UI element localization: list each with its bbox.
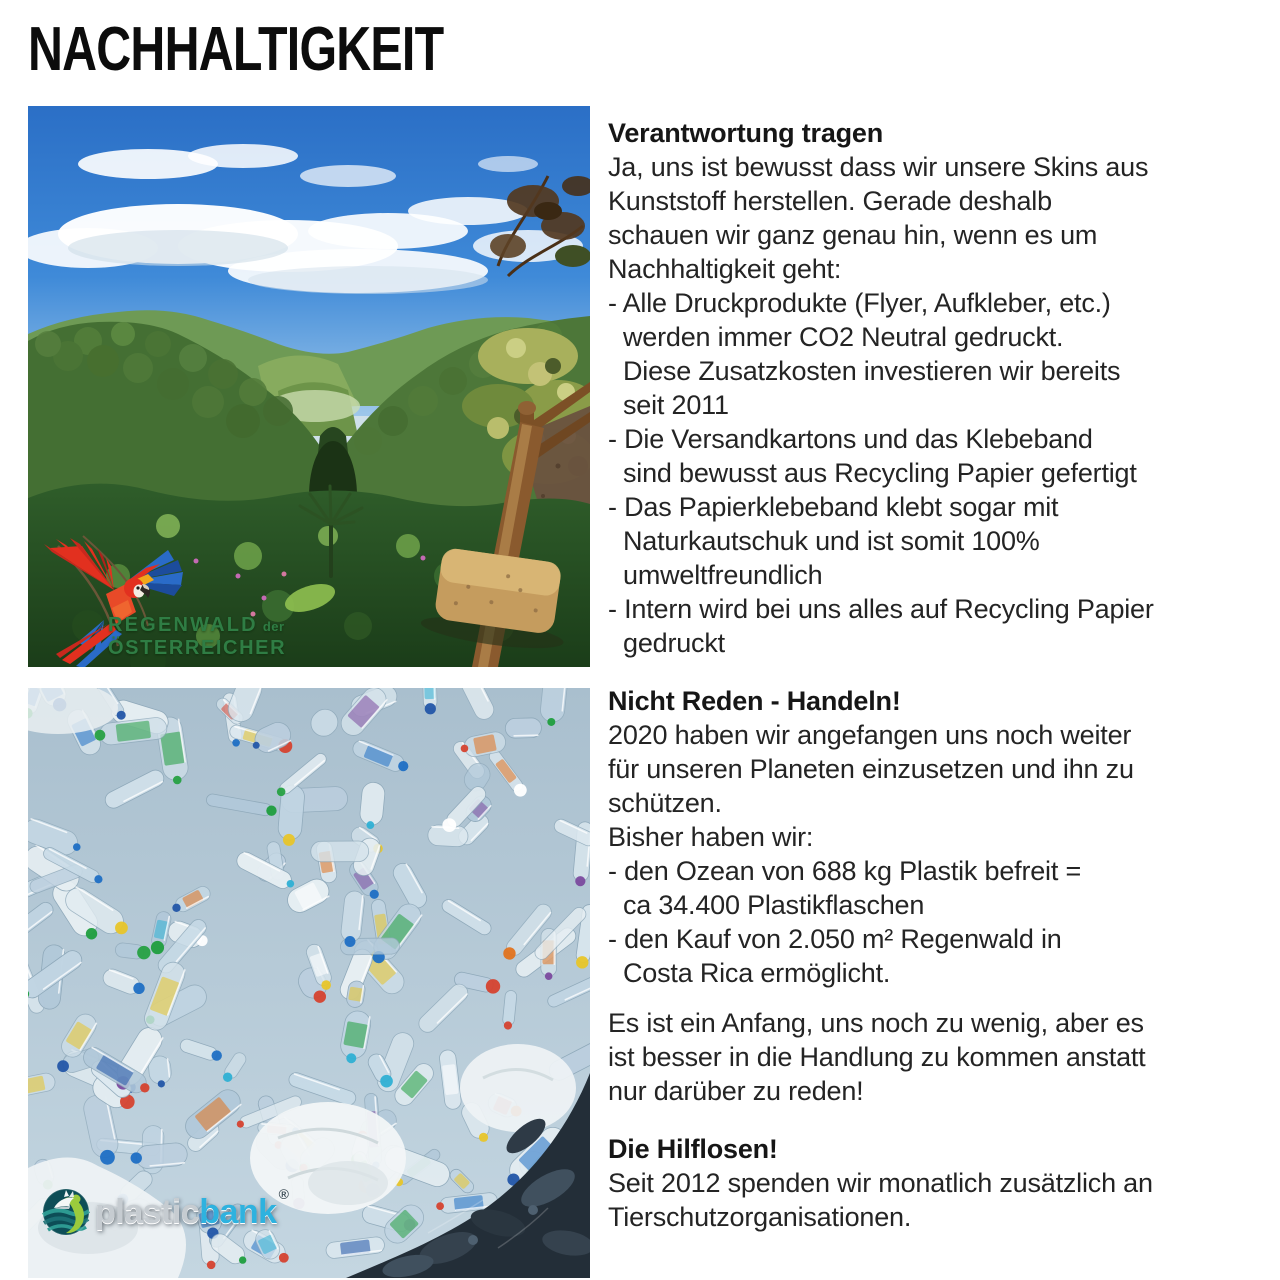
text-line: - Das Papierklebeband klebt sogar mit: [608, 492, 1059, 522]
text-line: für unseren Planeten einzusetzen und ihn zu: [608, 754, 1134, 784]
text-line: ca 34.400 Plastikflaschen: [623, 890, 925, 920]
regenwald-logo-line2: ÖSTERREICHER: [108, 637, 287, 659]
section-heading: Die Hilflosen!: [608, 1134, 778, 1164]
text-line: Seit 2012 spenden wir monatlich zusätzlich an: [608, 1168, 1153, 1198]
text-line: Es ist ein Anfang, uns noch zu wenig, aber es: [608, 1008, 1144, 1038]
registered-trademark-symbol: ®: [278, 1186, 289, 1202]
section-heading: Nicht Reden - Handeln!: [608, 686, 901, 716]
sustainability-article: [608, 116, 1276, 1234]
regenwald-logo-suffix: der: [262, 619, 285, 634]
rainforest-photo: [28, 106, 590, 667]
regenwald-logo: [108, 615, 286, 658]
text-line: Nachhaltigkeit geht:: [608, 254, 842, 284]
text-line: sind bewusst aus Recycling Papier gefertigt: [623, 458, 1137, 488]
text-line: Naturkautschuk und ist somit 100%: [623, 526, 1040, 556]
text-line: - Die Versandkartons und das Klebeband: [608, 424, 1093, 454]
plasticbank-word-plastic: plastic: [95, 1193, 200, 1231]
text-line: seit 2011: [623, 390, 729, 420]
plasticbank-logo-text: [95, 1186, 289, 1231]
text-line: werden immer CO2 Neutral gedruckt.: [623, 322, 1064, 352]
plasticbank-logo-icon: [42, 1188, 90, 1236]
page-title: NACHHALTIGKEIT: [28, 15, 444, 84]
regenwald-logo-line1: REGENWALD: [108, 614, 258, 636]
text-line: ist besser in die Handlung zu kommen anstatt: [608, 1042, 1146, 1072]
text-line: nur darüber zu reden!: [608, 1076, 864, 1106]
section-heading: Verantwortung tragen: [608, 118, 884, 148]
text-line: Kunststoff herstellen. Gerade deshalb: [608, 186, 1052, 216]
text-line: Bisher haben wir:: [608, 822, 814, 852]
plasticbank-logo: [42, 1186, 288, 1238]
text-line: 2020 haben wir angefangen uns noch weiter: [608, 720, 1132, 750]
plastic-bag-right: [460, 1044, 576, 1132]
text-line: schützen.: [608, 788, 722, 818]
text-line: Diese Zusatzkosten investieren wir bereits: [623, 356, 1121, 386]
text-line: Tierschutzorganisationen.: [608, 1202, 912, 1232]
plastic-waste-photo: [28, 688, 590, 1278]
text-line: Ja, uns ist bewusst dass wir unsere Skins aus: [608, 152, 1149, 182]
text-line: - den Kauf von 2.050 m² Regenwald in: [608, 924, 1062, 954]
text-line: umweltfreundlich: [623, 560, 823, 590]
text-line: Costa Rica ermöglicht.: [623, 958, 891, 988]
text-line: - Intern wird bei uns alles auf Recycling Papier: [608, 594, 1154, 624]
text-line: - den Ozean von 688 kg Plastik befreit =: [608, 856, 1082, 886]
text-line: schauen wir ganz genau hin, wenn es um: [608, 220, 1098, 250]
rainforest-photo-illustration: [28, 106, 590, 667]
text-line: gedruckt: [623, 628, 725, 658]
plasticbank-word-bank: bank: [199, 1193, 277, 1231]
text-line: - Alle Druckprodukte (Flyer, Aufkleber, etc.): [608, 288, 1111, 318]
